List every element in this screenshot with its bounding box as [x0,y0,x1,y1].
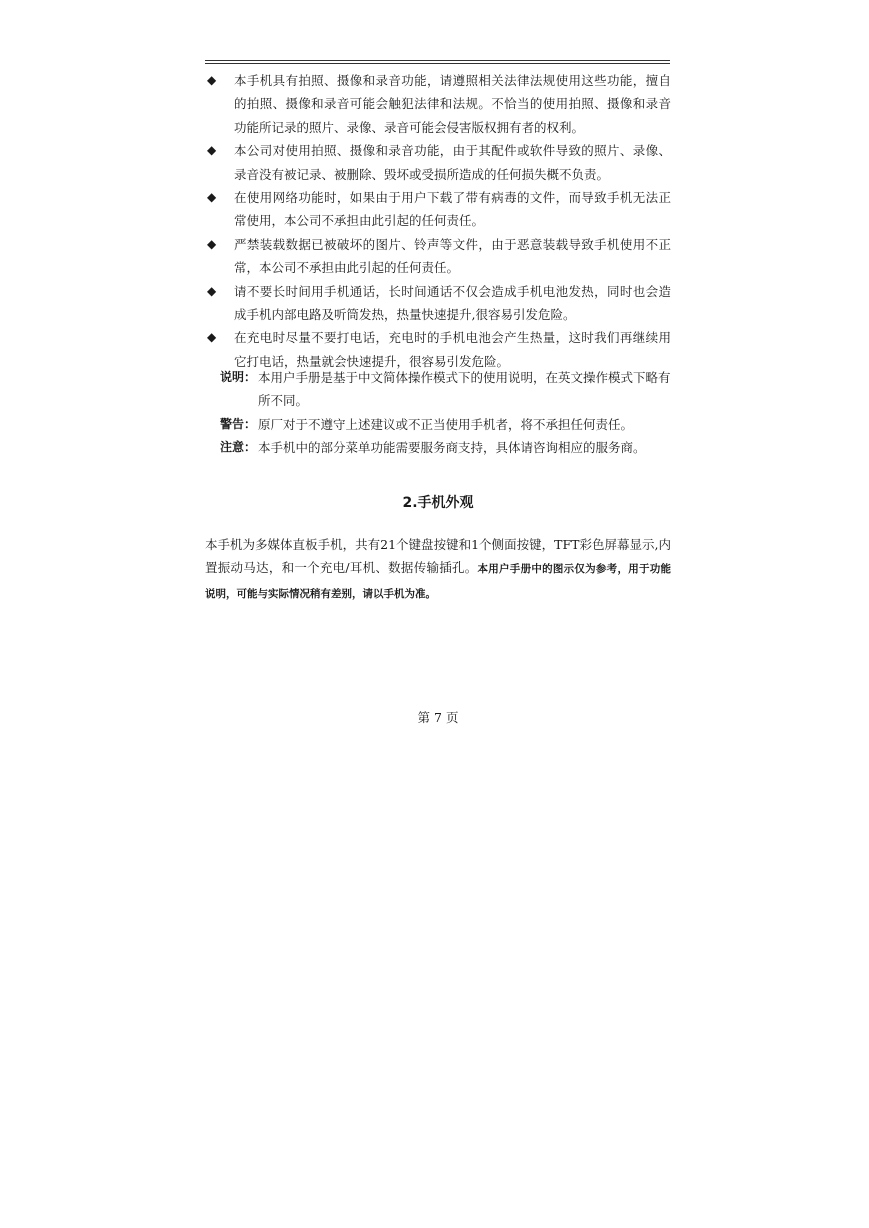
note-text: 本用户手册是基于中文简体操作模式下的使用说明，在英文操作模式下略有所不同。 [258,370,671,409]
bullet-text: 请不要长时间用手机通话，长时间通话不仅会造成手机电池发热，同时也会造成手机内部电路及听筒发热，热量快速提升,很容易引发危险。 [234,283,671,323]
note-text: 原厂对于不遵守上述建议或不正当使用手机者，将不承担任何责任。 [258,416,634,432]
note-warning [220,413,672,436]
bullet-item [205,186,671,233]
diamond-bullet-icon: ◆ [207,330,217,345]
bullet-item [205,280,671,327]
bullet-text: 本公司对使用拍照、摄像和录音功能，由于其配件或软件导致的照片、录像、录音没有被记录、被删除、毁坏或受损所造成的任何损失概不负责。 [234,143,671,182]
bullet-item [205,69,671,139]
diamond-bullet-icon: ◆ [207,190,217,205]
diamond-bullet-icon: ◆ [207,283,217,298]
diamond-bullet-icon: ◆ [207,143,217,158]
header-rule-top [205,60,670,61]
diamond-bullet-icon: ◆ [207,73,217,87]
note-label: 警告： [220,416,257,431]
note-text: 本手机中的部分菜单功能需要服务商支持，具体请咨询相应的服务商。 [258,440,646,456]
bullet-text: 在充电时尽量不要打电话，充电时的手机电池会产生热量，这时我们再继续用它打电话，热量就会快速提升，很容易引发危险。 [234,330,671,369]
bullet-text: 严禁装载数据已被破坏的图片、铃声等文件，由于恶意装载导致手机使用不正常，本公司不承担由此引起的任何责任。 [234,236,671,276]
section-title: 2.手机外观 [402,495,474,511]
header-rule-bottom [205,63,670,64]
bullet-text: 本手机具有拍照、摄像和录音功能，请遵照相关法律法规使用这些功能，擅自的拍照、摄像和录音可能会触犯法律和法规。不恰当的使用拍照、摄像和录音功能所记录的照片、录像、录音可能会侵害版权拥有者的权利。 [234,73,671,135]
warning-bullet-list [205,69,671,373]
bullet-item [205,139,671,186]
note-explanation [220,366,672,413]
notes-block [220,366,672,460]
section-paragraph [205,533,671,606]
bullet-text: 在使用网络功能时，如果由于用户下载了带有病毒的文件，而导致手机无法正常使用，本公司不承担由此引起的任何责任。 [234,190,671,229]
bullet-item [205,233,671,280]
diamond-bullet-icon: ◆ [207,236,217,251]
paragraph-normal-text: 本手机为多媒体直板手机，共有21个键盘按键和1个侧面按键，TFT彩色屏幕显示,内置振动马达，和一个充电/耳机、数据传输插孔。 [205,537,671,575]
note-label: 注意： [220,440,257,455]
page-number: 第 7 页 [417,710,459,725]
paragraph-bold-text: 本用户手册中的图示仅为参考，用于功能说明，可能与实际情况稍有差别，请以手机为准。 [205,563,671,600]
note-label: 说明： [220,370,257,384]
note-attention [220,436,672,459]
